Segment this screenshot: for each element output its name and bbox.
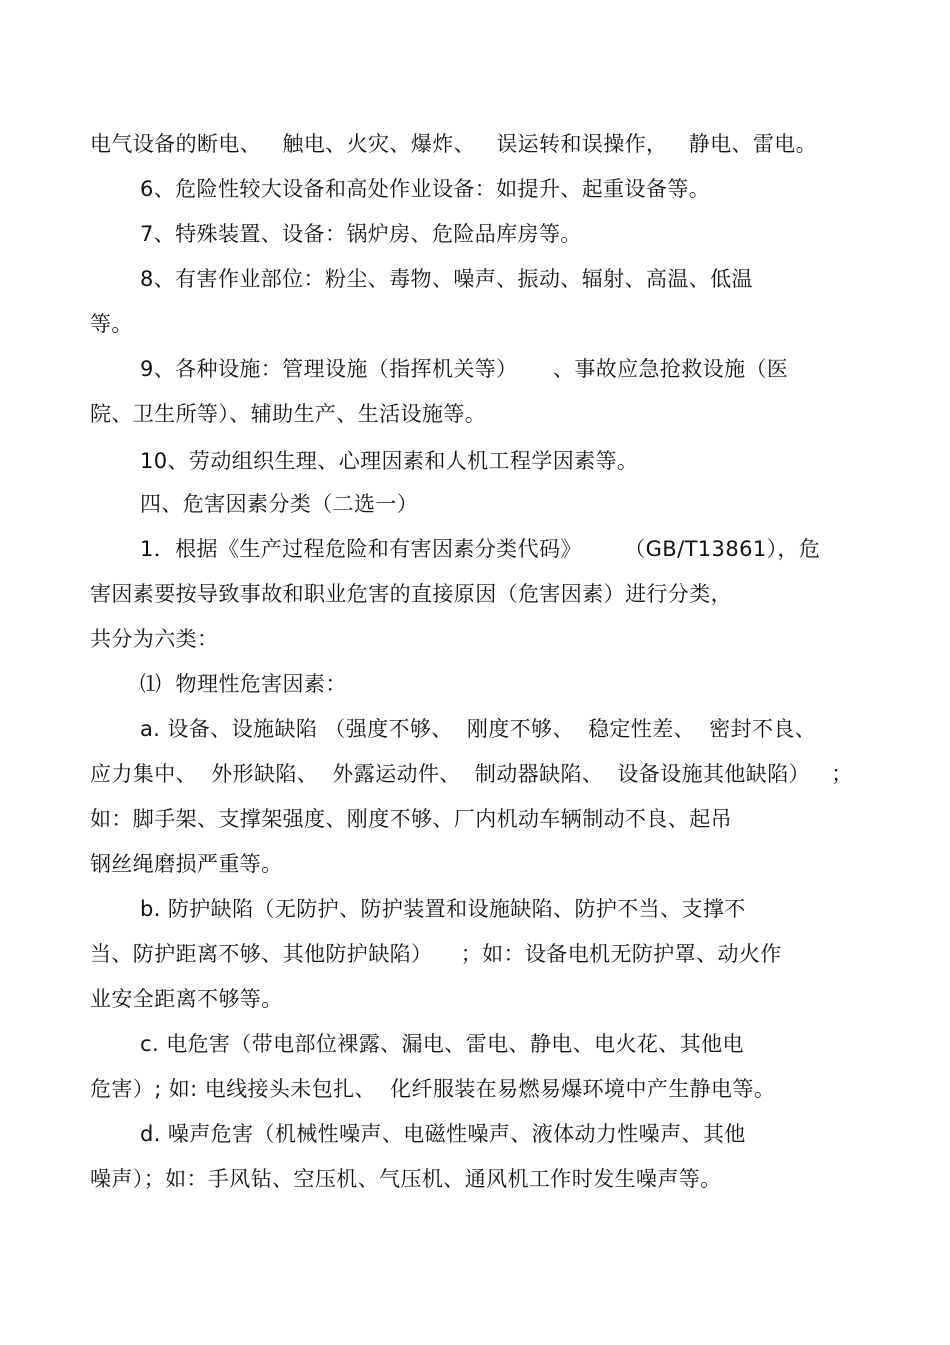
text-line-21: c. 电危害（带电部位裸露、漏电、雷电、静电、电火花、其他电 <box>140 1032 744 1056</box>
text-line-15: 应力集中、 外形缺陷、 外露运动件、 制动器缺陷、 设备设施其他缺陷） ； <box>90 762 853 786</box>
text-line-16: 如：脚手架、支撑架强度、刚度不够、厂内机动车辆制动不良、起吊 <box>90 807 732 831</box>
section-heading: 四、危害因素分类（二选一） <box>140 492 419 516</box>
text-line-10: 1．根据《生产过程危险和有害因素分类代码》 （GB/T13861），危 <box>140 537 821 561</box>
text-line-4: 8、有害作业部位：粉尘、毒物、噪声、振动、辐射、高温、低温 <box>140 267 753 291</box>
text-line-18: b. 防护缺陷（无防护、防护装置和设施缺陷、防护不当、支撑不 <box>140 897 746 921</box>
text-line-3: 7、特殊装置、设备：锅炉房、危险品库房等。 <box>140 222 582 246</box>
text-line-6: 9、各种设施：管理设施（指挥机关等） 、事故应急抢救设施（医 <box>140 357 789 381</box>
text-line-17: 钢丝绳磨损严重等。 <box>90 852 283 876</box>
text-line-20: 业安全距离不够等。 <box>90 987 283 1011</box>
text-line-13: ⑴ 物理性危害因素： <box>140 672 347 696</box>
text-line-5: 等。 <box>90 312 133 336</box>
text-line-11: 害因素要按导致事故和职业危害的直接原因（危害因素）进行分类， <box>90 582 732 606</box>
text-line-8: 10、劳动组织生理、心理因素和人机工程学因素等。 <box>140 449 639 473</box>
text-line-1: 电气设备的断电、 触电、火灾、爆炸、 误运转和误操作， 静电、雷电。 <box>90 132 818 156</box>
text-line-23: d. 噪声危害（机械性噪声、电磁性噪声、液体动力性噪声、其他 <box>140 1122 746 1146</box>
text-line-24: 噪声）；如：手风钻、空压机、气压机、通风机工作时发生噪声等。 <box>90 1167 722 1191</box>
text-line-22: 危害）; 如: 电线接头未包扎、 化纤服装在易燃易爆环境中产生静电等。 <box>90 1077 776 1101</box>
text-line-7: 院、卫生所等）、辅助生产、生活设施等。 <box>90 402 487 426</box>
text-line-14: a. 设备、设施缺陷 （强度不够、 刚度不够、 稳定性差、 密封不良、 <box>140 717 817 741</box>
text-line-19: 当、防护距离不够、其他防护缺陷） ；如：设备电机无防护罩、动火作 <box>90 942 782 966</box>
text-line-12: 共分为六类： <box>90 627 219 651</box>
text-line-2: 6、危险性较大设备和高处作业设备：如提升、起重设备等。 <box>140 177 711 201</box>
